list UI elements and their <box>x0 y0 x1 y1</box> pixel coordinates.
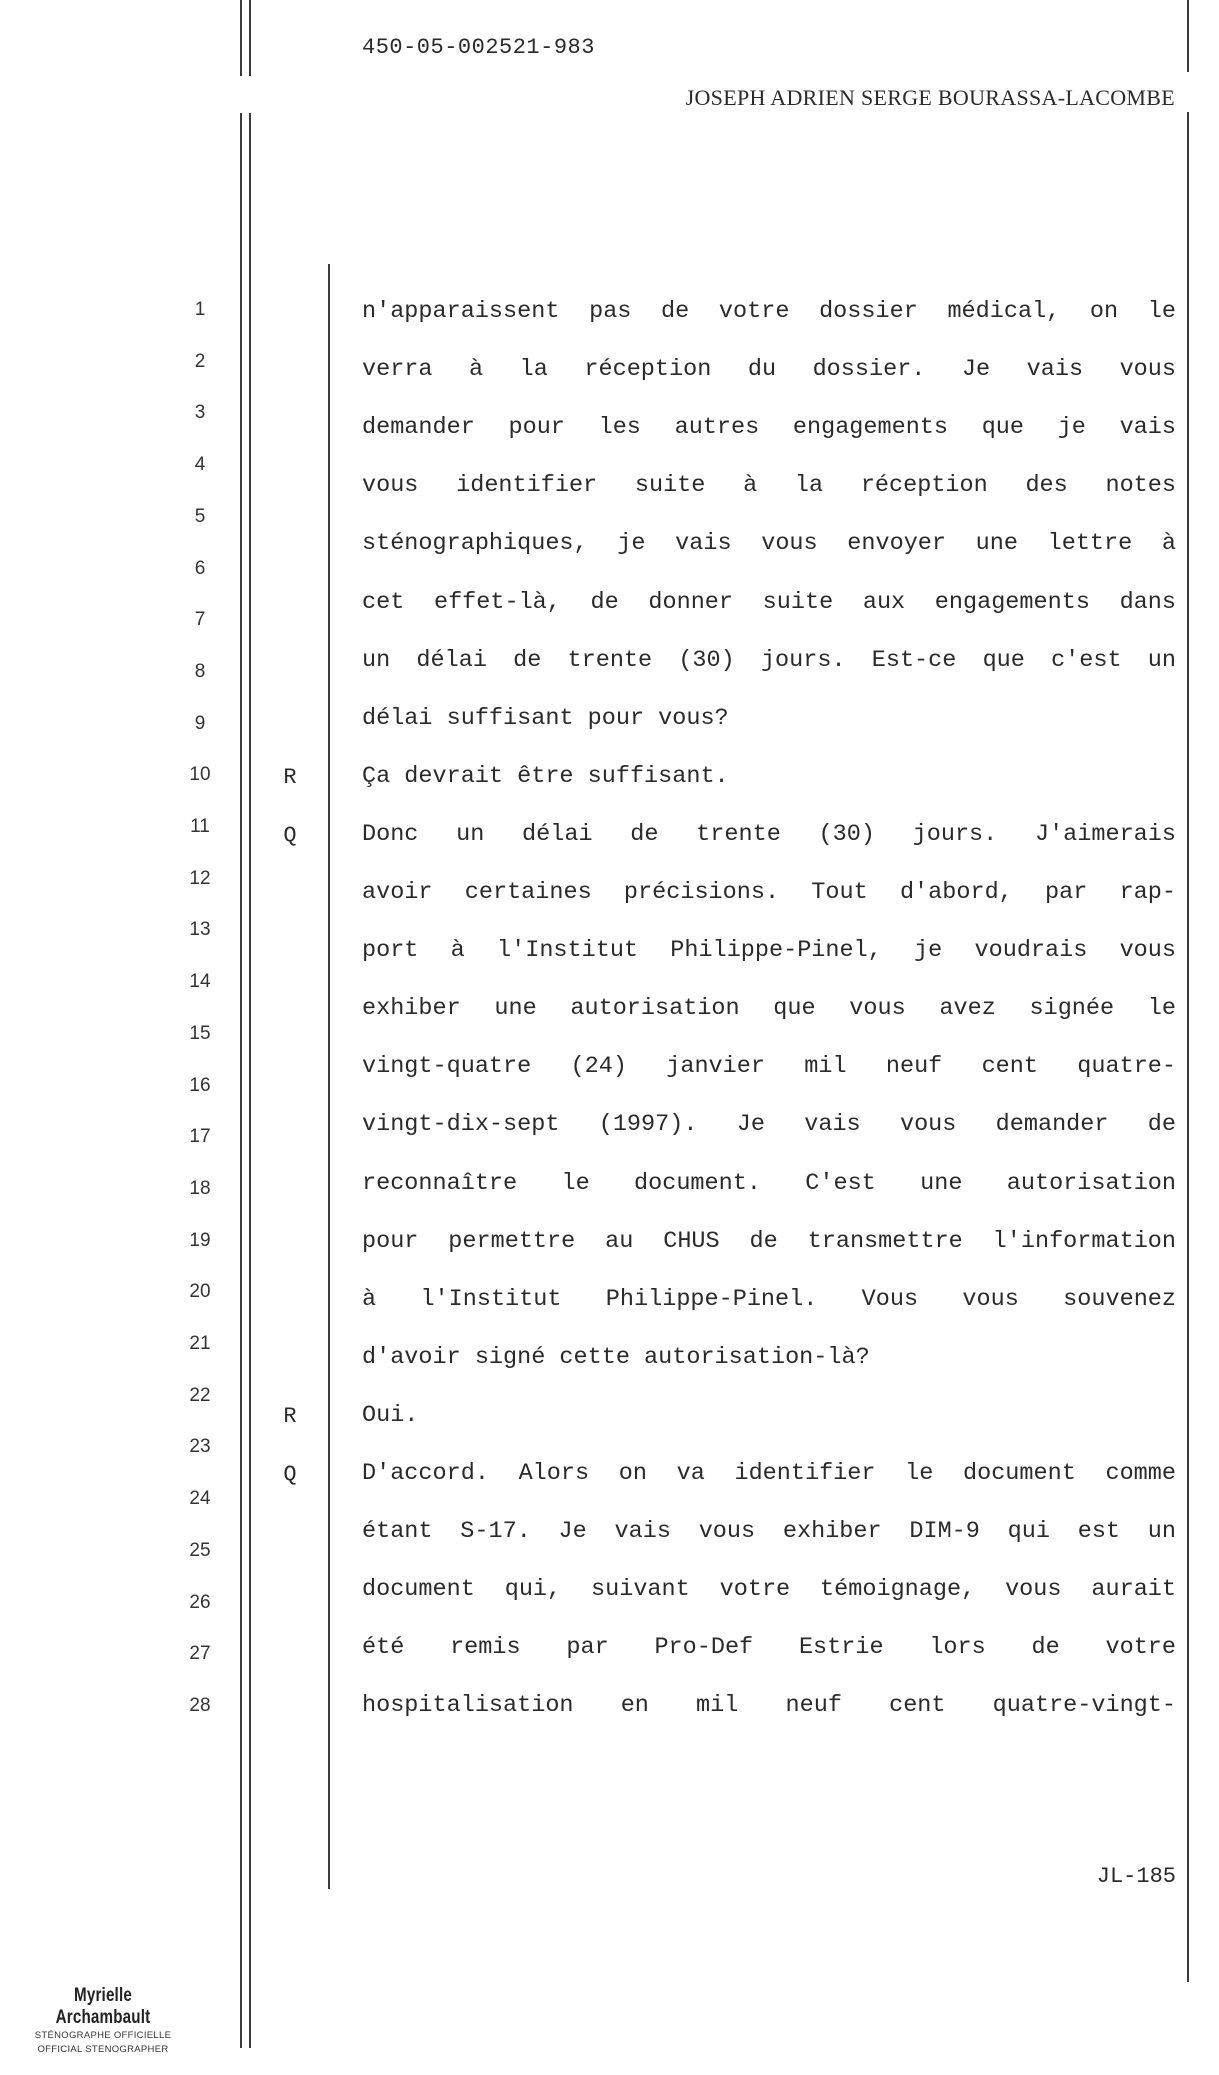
line-number: 12 <box>189 867 211 889</box>
transcript-line: Oui. <box>362 1401 419 1429</box>
case-number: 450-05-002521-983 <box>362 35 595 60</box>
page-code: JL-185 <box>1096 1864 1176 1889</box>
transcript-line: avoir certaines précisions. Tout d'abord, par rap- <box>362 879 1176 906</box>
left-margin-rule-outer-top <box>240 0 242 76</box>
transcript-line: document qui, suivant votre témoignage, vous aurait <box>362 1576 1176 1604</box>
transcript-line: étant S-17. Je vais vous exhiber DIM-9 qui est un <box>362 1518 1176 1546</box>
line-number: 11 <box>190 816 210 837</box>
transcript-line: exhiber une autorisation que vous avez signée le <box>362 995 1176 1023</box>
speaker-column-rule <box>328 264 330 1889</box>
line-number: 8 <box>194 660 206 682</box>
line-number: 10 <box>189 764 211 786</box>
transcript-line: port à l'Institut Philippe-Pinel, je voudrais vous <box>362 937 1176 965</box>
left-margin-rule-inner-top <box>249 0 251 76</box>
left-margin-rule-outer <box>240 113 242 2048</box>
line-number: 27 <box>189 1643 211 1665</box>
transcript-line: pour permettre au CHUS de transmettre l'information <box>362 1227 1176 1255</box>
line-number: 13 <box>189 919 211 941</box>
stenographer-stamp <box>18 1985 188 2057</box>
right-margin-rule-top <box>1187 0 1189 72</box>
line-number: 24 <box>189 1488 211 1510</box>
transcript-line: à l'Institut Philippe-Pinel. Vous vous souvenez <box>362 1285 1176 1313</box>
line-number: 4 <box>194 454 206 476</box>
stenographer-title-en: OFFICIAL STENOGRAPHER <box>37 2044 169 2055</box>
transcript-line: demander pour les autres engagements que je vais <box>362 414 1176 442</box>
line-number: 9 <box>194 712 206 734</box>
left-margin-rule-inner <box>249 113 251 2048</box>
line-number: 17 <box>189 1126 211 1148</box>
line-number: 5 <box>194 505 206 527</box>
speaker-marker: Q <box>283 822 297 848</box>
speaker-marker: R <box>283 764 297 790</box>
line-number: 18 <box>189 1177 211 1199</box>
line-number: 7 <box>194 609 206 631</box>
line-number: 16 <box>189 1074 211 1096</box>
transcript-line: hospitalisation en mil neuf cent quatre-vingt- <box>362 1692 1176 1720</box>
transcript-line: été remis par Pro-Def Estrie lors de votre <box>362 1634 1176 1662</box>
transcript-line: vingt-quatre (24) janvier mil neuf cent quatre- <box>362 1053 1176 1081</box>
line-number: 3 <box>194 402 206 424</box>
line-number: 6 <box>194 557 206 579</box>
line-number: 23 <box>189 1436 211 1458</box>
transcript-line: d'avoir signé cette autorisation-là? <box>362 1343 870 1371</box>
speaker-marker: R <box>283 1403 297 1429</box>
transcript-line: Donc un délai de trente (30) jours. J'aimerais <box>362 820 1176 848</box>
transcript-line: Ça devrait être suffisant. <box>362 762 729 790</box>
stenographer-title-fr: STÉNOGRAPHE OFFICIELLE <box>34 2030 172 2041</box>
transcript-line: vous identifier suite à la réception des notes <box>362 472 1176 500</box>
line-number: 20 <box>189 1281 211 1303</box>
line-number: 28 <box>189 1694 211 1716</box>
witness-name: JOSEPH ADRIEN SERGE BOURASSA-LACOMBE <box>685 85 1175 110</box>
line-number: 19 <box>189 1229 211 1251</box>
transcript-line: vingt-dix-sept (1997). Je vais vous demander de <box>362 1111 1176 1139</box>
transcript-line: sténographiques, je vais vous envoyer une lettre à <box>362 530 1176 558</box>
speaker-marker: Q <box>283 1462 297 1487</box>
line-number: 22 <box>189 1384 211 1406</box>
line-number: 2 <box>194 350 206 372</box>
line-number: 25 <box>189 1539 211 1561</box>
right-margin-rule <box>1187 112 1189 1982</box>
stenographer-name: Myrielle Archambault <box>55 1985 151 2028</box>
line-number: 21 <box>189 1333 211 1354</box>
transcript-line: un délai de trente (30) jours. Est-ce que c'est un <box>362 646 1176 674</box>
transcript-line: reconnaître le document. C'est une autorisation <box>362 1169 1176 1197</box>
transcript-line: cet effet-là, de donner suite aux engagements dans <box>362 588 1176 616</box>
transcript-line: n'apparaissent pas de votre dossier médical, on le <box>362 298 1176 325</box>
line-number: 26 <box>189 1591 211 1613</box>
line-number: 15 <box>189 1022 211 1044</box>
transcript-line: verra à la réception du dossier. Je vais vous <box>362 356 1176 384</box>
transcript-line: D'accord. Alors on va identifier le document comme <box>362 1460 1176 1487</box>
line-number: 1 <box>194 299 206 320</box>
transcript-line: délai suffisant pour vous? <box>362 704 729 732</box>
line-number: 14 <box>189 971 211 993</box>
